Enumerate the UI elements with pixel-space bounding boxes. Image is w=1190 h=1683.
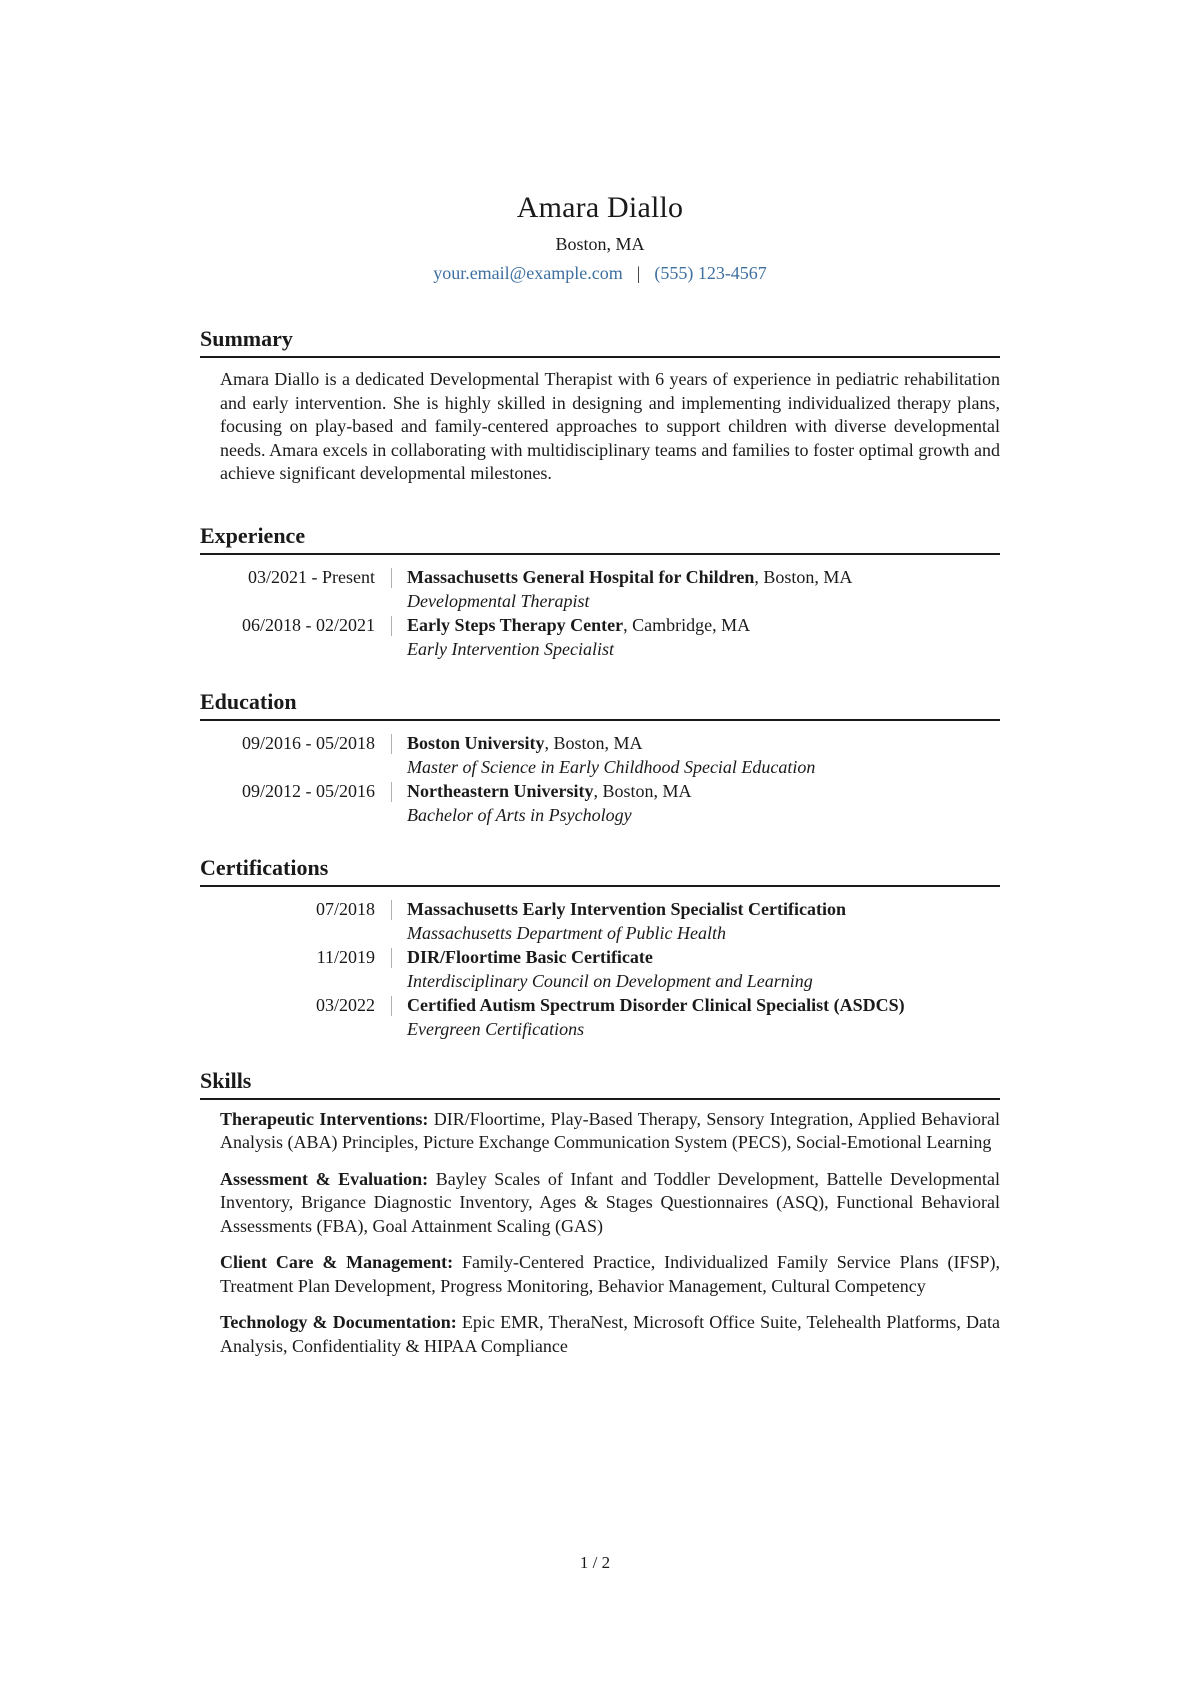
email-link[interactable]: your.email@example.com	[433, 263, 623, 283]
entry-organization: Massachusetts General Hospital for Children	[407, 566, 755, 587]
certification-issuer: Interdisciplinary Council on Development and Learning	[407, 970, 813, 991]
entry-location: , Cambridge, MA	[623, 614, 751, 635]
resume-page	[200, 188, 1000, 1371]
education-entry	[200, 731, 1000, 779]
experience-section	[200, 522, 1000, 661]
skill-group	[220, 1108, 1000, 1155]
entry-location: , Boston, MA	[544, 732, 643, 753]
entry-date: 09/2012 - 05/2016	[242, 780, 375, 801]
entry-organization: Boston University	[407, 732, 545, 753]
certifications-section	[200, 854, 1000, 1041]
entry-divider	[391, 948, 392, 968]
section-title-education: Education	[200, 688, 1000, 721]
experience-entry	[200, 613, 1000, 661]
skill-group	[220, 1168, 1000, 1239]
experience-entry	[200, 565, 1000, 613]
entry-date: 11/2019	[316, 946, 375, 967]
skill-group-label: Technology & Documentation:	[220, 1312, 457, 1332]
entry-date: 07/2018	[315, 898, 375, 919]
entry-divider	[391, 782, 392, 802]
entry-divider	[391, 734, 392, 754]
section-title-skills: Skills	[200, 1067, 1000, 1100]
entry-divider	[391, 568, 392, 588]
entry-organization: Early Steps Therapy Center	[407, 614, 624, 635]
entry-degree: Master of Science in Early Childhood Special Education	[407, 756, 816, 777]
entry-date: 09/2016 - 05/2018	[242, 732, 375, 753]
certification-issuer: Evergreen Certifications	[407, 1018, 585, 1039]
entry-role: Early Intervention Specialist	[407, 638, 614, 659]
skill-group-text: Epic EMR, TheraNest, Microsoft Office Suite, Telehealth Platforms, Data Analysis, Confidentiality & HIPAA Compliance	[220, 1312, 1001, 1356]
entry-location: , Boston, MA	[593, 780, 692, 801]
certification-issuer: Massachusetts Department of Public Health	[407, 922, 726, 943]
certification-entry	[200, 993, 1000, 1041]
skill-group-label: Client Care & Management:	[220, 1252, 454, 1272]
entry-date: 03/2022	[315, 994, 375, 1015]
skill-group-label: Assessment & Evaluation:	[220, 1168, 429, 1189]
skills-section	[200, 1067, 1000, 1359]
entry-role: Developmental Therapist	[407, 590, 590, 611]
skill-group-text: Family-Centered Practice, Individualized Family Service Plans (IFSP), Treatment Plan Development, Progress Monitoring, Behavior Management, Cultural Competency	[220, 1252, 1000, 1296]
education-section	[200, 688, 1000, 827]
candidate-name: Amara Diallo	[516, 191, 684, 224]
entry-location: , Boston, MA	[754, 566, 853, 587]
section-title-certifications: Certifications	[200, 854, 1000, 887]
certification-name: DIR/Floortime Basic Certificate	[407, 946, 653, 967]
entry-divider	[391, 900, 392, 920]
education-entry	[200, 779, 1000, 827]
entry-divider	[391, 996, 392, 1016]
summary-section	[200, 325, 1000, 486]
certification-name: Massachusetts Early Intervention Specialist Certification	[407, 898, 846, 919]
skill-group	[220, 1251, 1000, 1298]
entry-date: 03/2021 - Present	[248, 566, 375, 587]
summary-text: Amara Diallo is a dedicated Developmental Therapist with 6 years of experience in pediatric rehabilitation and early intervention. She is highly skilled in designing and implementing individualized therapy plans, focusing on play-based and family-centered approaches to support children with diverse developmental needs. Amara excels in collaborating with multidisciplinary teams and families to foster optimal growth and achieve significant developmental milestones.	[220, 369, 1000, 483]
entry-date: 06/2018 - 02/2021	[242, 614, 375, 635]
skill-group-label: Therapeutic Interventions:	[220, 1108, 429, 1129]
candidate-location: Boston, MA	[555, 234, 645, 254]
page-number: 1 / 2	[579, 1553, 611, 1572]
skill-group-text: Bayley Scales of Infant and Toddler Development, Battelle Developmental Inventory, Brigance Diagnostic Inventory, Ages & Stages Questionnaires (ASQ), Functional Behavioral Assessments (FBA), Goal Attainment Scaling (GAS)	[220, 1168, 1000, 1236]
skill-group-text: DIR/Floortime, Play-Based Therapy, Sensory Integration, Applied Behavioral Analysis (ABA) Principles, Picture Exchange Communication System (PECS), Social-Emotional Learning	[220, 1108, 1000, 1152]
certification-entry	[200, 945, 1000, 993]
contact-separator: |	[636, 263, 641, 283]
phone-link[interactable]: (555) 123-4567	[654, 263, 767, 283]
certification-entry	[200, 897, 1000, 945]
section-title-experience: Experience	[200, 522, 1000, 555]
entry-organization: Northeastern University	[407, 780, 594, 801]
certification-name: Certified Autism Spectrum Disorder Clinical Specialist (ASDCS)	[407, 994, 905, 1015]
section-title-summary: Summary	[200, 325, 1000, 358]
skill-group	[220, 1311, 1000, 1358]
contact-line	[200, 261, 1000, 285]
entry-degree: Bachelor of Arts in Psychology	[407, 804, 632, 825]
entry-divider	[391, 616, 392, 636]
